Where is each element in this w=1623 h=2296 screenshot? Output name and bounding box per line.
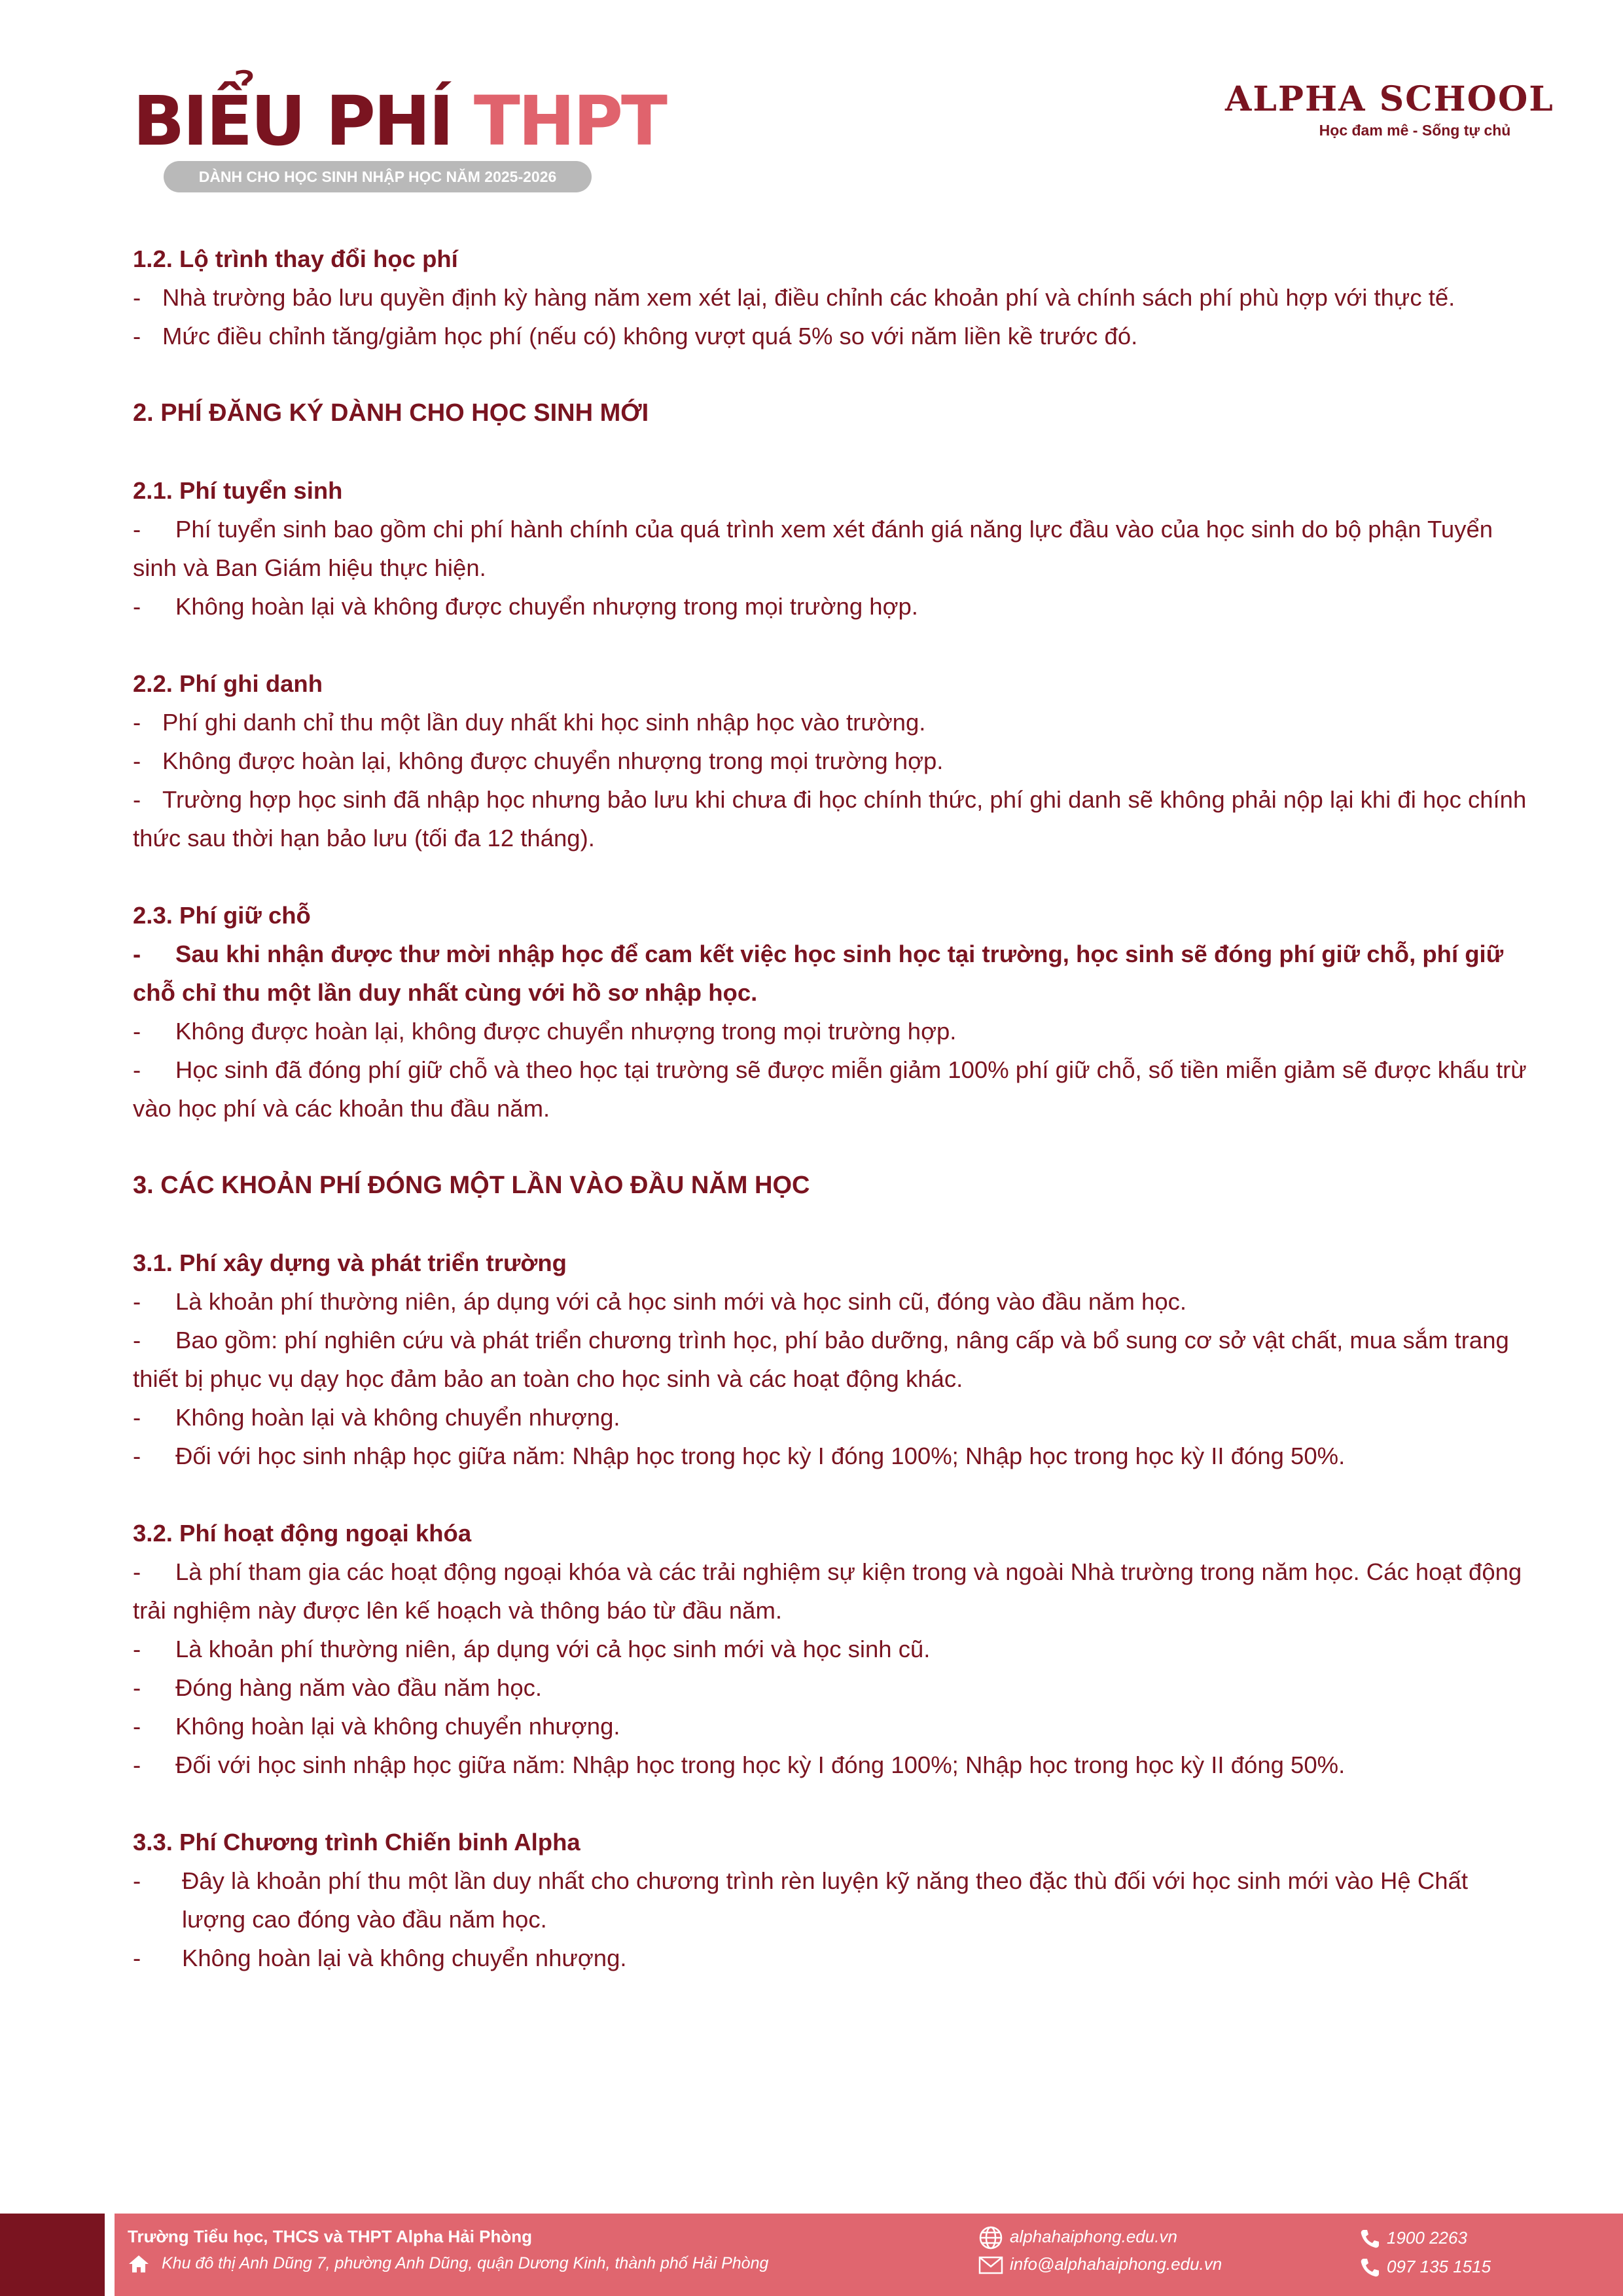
- bullet-dash: -: [133, 284, 141, 311]
- footer-phone-1[interactable]: [1359, 2228, 1467, 2250]
- bullet-dash: -: [133, 1674, 141, 1701]
- section-3-2: [133, 1514, 1537, 1784]
- footer-phone-1-text[interactable]: 1900 2263: [1387, 2228, 1467, 2248]
- section-heading: 2. PHÍ ĐĂNG KÝ DÀNH CHO HỌC SINH MỚI: [133, 399, 649, 427]
- bullet-dash: -: [133, 323, 141, 350]
- footer-website-text[interactable]: alphahaiphong.edu.vn: [1010, 2226, 1177, 2246]
- bullet-item: - Đóng hàng năm vào đầu năm học.: [133, 1668, 1537, 1707]
- bullet-item: - Phí ghi danh chỉ thu một lần duy nhất khi học sinh nhập học vào trường.: [133, 703, 1537, 742]
- bullet-dash: -: [133, 1713, 141, 1740]
- section-2-3: [133, 896, 1537, 1128]
- section-3: [133, 1166, 1537, 1205]
- title-part-level: THPT: [473, 81, 666, 161]
- bullet-dash: -: [133, 593, 141, 620]
- bullet-dash: -: [133, 941, 141, 967]
- section-2-2: [133, 664, 1537, 857]
- bullet-dash: -: [133, 1404, 141, 1431]
- title-part-fee-schedule: BIỂU PHÍ: [133, 81, 452, 161]
- phone-icon: [1359, 2257, 1380, 2278]
- bullet-item: - Bao gồm: phí nghiên cứu và phát triển chương trình học, phí bảo dưỡng, nâng cấp và bổ sung cơ sở vật chất, mua sắm trang thiết bị phục vụ dạy học đảm bảo an toàn cho học sinh và các hoạt động khác.: [133, 1321, 1537, 1398]
- bullet-item: - Phí tuyển sinh bao gồm chi phí hành chính của quá trình xem xét đánh giá năng lực đầu vào của học sinh do bộ phận Tuyển sinh và Ban Giám hiệu thực hiện.: [133, 510, 1537, 587]
- bullet-dash: -: [133, 516, 141, 543]
- phone-icon: [1359, 2229, 1380, 2250]
- bullet-dash: -: [133, 786, 141, 813]
- section-heading: 3.2. Phí hoạt động ngoại khóa: [133, 1520, 472, 1547]
- bullet-item: - Là phí tham gia các hoạt động ngoại khóa và các trải nghiệm sự kiện trong và ngoài Nhà trường trong năm học. Các hoạt động trải nghiệm này được lên kế hoạch và thông báo từ đầu năm.: [133, 1552, 1537, 1630]
- section-heading: 2.3. Phí giữ chỗ: [133, 902, 311, 929]
- footer-accent-block: [0, 2214, 105, 2296]
- bullet-dash: -: [133, 1867, 141, 1894]
- bullet-item: - Nhà trường bảo lưu quyền định kỳ hàng năm xem xét lại, điều chỉnh các khoản phí và chính sách phí phù hợp với thực tế.: [133, 278, 1537, 317]
- footer-address: [128, 2254, 768, 2274]
- bullet-item: - Mức điều chỉnh tăng/giảm học phí (nếu có) không vượt quá 5% so với năm liền kề trước đó.: [133, 317, 1537, 355]
- page-footer: [0, 2214, 1623, 2296]
- bullet-item: - Đối với học sinh nhập học giữa năm: Nhập học trong học kỳ I đóng 100%; Nhập học trong học kỳ II đóng 50%.: [133, 1746, 1537, 1784]
- bullet-dash: -: [133, 1945, 141, 1971]
- bullet-item: - Là khoản phí thường niên, áp dụng với cả học sinh mới và học sinh cũ, đóng vào đầu năm học.: [133, 1282, 1537, 1321]
- bullet-item: - Trường hợp học sinh đã nhập học nhưng bảo lưu khi chưa đi học chính thức, phí ghi danh sẽ không phải nộp lại khi đi học chính thức sau thời hạn bảo lưu (tối đa 12 tháng).: [133, 780, 1537, 857]
- section-1-2: [133, 240, 1537, 355]
- logo-name: ALPHA SCHOOL: [1225, 79, 1554, 119]
- bullet-dash: -: [133, 709, 141, 736]
- footer-phone-2-text[interactable]: 097 135 1515: [1387, 2257, 1491, 2276]
- bullet-dash: -: [133, 1327, 141, 1354]
- bullet-item: - Không được hoàn lại, không được chuyển nhượng trong mọi trường hợp.: [133, 742, 1537, 780]
- section-heading: 1.2. Lộ trình thay đổi học phí: [133, 245, 458, 272]
- footer-email-text[interactable]: info@alphahaiphong.edu.vn: [1010, 2254, 1222, 2274]
- bullet-item: - Không hoàn lại và không chuyển nhượng.: [133, 1939, 1537, 1977]
- bullet-dash: -: [133, 1056, 141, 1083]
- footer-bar: [115, 2214, 1623, 2296]
- section-3-1: [133, 1244, 1537, 1475]
- bullet-dash: -: [133, 1636, 141, 1662]
- bullet-dash: -: [133, 747, 141, 774]
- home-icon: [128, 2254, 150, 2274]
- bullet-item: - Sau khi nhận được thư mời nhập học để cam kết việc học sinh học tại trường, học sinh sẽ đóng phí giữ chỗ, phí giữ chỗ chỉ thu một lần duy nhất cùng với hồ sơ nhập học.: [133, 935, 1537, 1012]
- section-2: [133, 394, 1537, 433]
- bullet-item: - Đây là khoản phí thu một lần duy nhất cho chương trình rèn luyện kỹ năng theo đặc thù đối với học sinh mới vào Hệ Chất lượng cao đóng vào đầu năm học.: [133, 1861, 1537, 1939]
- document-body: [133, 240, 1537, 2016]
- bullet-item: - Không hoàn lại và không chuyển nhượng.: [133, 1398, 1537, 1437]
- mail-icon: [978, 2256, 1003, 2274]
- page-title: [133, 79, 666, 164]
- bullet-item: - Học sinh đã đóng phí giữ chỗ và theo học tại trường sẽ được miễn giảm 100% phí giữ chỗ, số tiền miễn giảm sẽ được khấu trừ vào học phí và các khoản thu đầu năm.: [133, 1050, 1537, 1128]
- bullet-item: - Là khoản phí thường niên, áp dụng với cả học sinh mới và học sinh cũ.: [133, 1630, 1537, 1668]
- bullet-dash: -: [133, 1751, 141, 1778]
- footer-school-name: Trường Tiểu học, THCS và THPT Alpha Hải Phòng: [128, 2227, 533, 2246]
- subtitle-badge: DÀNH CHO HỌC SINH NHẬP HỌC NĂM 2025-2026: [164, 161, 592, 192]
- section-heading: 3.1. Phí xây dựng và phát triển trường: [133, 1249, 567, 1276]
- bullet-item: - Đối với học sinh nhập học giữa năm: Nhập học trong học kỳ I đóng 100%; Nhập học trong học kỳ II đóng 50%.: [133, 1437, 1537, 1475]
- bullet-item: - Không được hoàn lại, không được chuyển nhượng trong mọi trường hợp.: [133, 1012, 1537, 1050]
- footer-website[interactable]: [978, 2225, 1177, 2250]
- bullet-dash: -: [133, 1558, 141, 1585]
- section-3-3: [133, 1823, 1537, 1977]
- bullet-item: - Không hoàn lại và không được chuyển nhượng trong mọi trường hợp.: [133, 587, 1537, 626]
- section-heading: 3.3. Phí Chương trình Chiến binh Alpha: [133, 1829, 580, 1856]
- globe-icon: [978, 2225, 1003, 2250]
- section-2-1: [133, 471, 1537, 626]
- footer-address-text: Khu đô thị Anh Dũng 7, phường Anh Dũng, quận Dương Kinh, thành phố Hải Phòng: [162, 2254, 769, 2272]
- bullet-dash: -: [133, 1443, 141, 1469]
- section-heading: 2.1. Phí tuyển sinh: [133, 477, 343, 504]
- bullet-item: - Không hoàn lại và không chuyển nhượng.: [133, 1707, 1537, 1746]
- bullet-dash: -: [133, 1018, 141, 1045]
- school-logo: [1225, 79, 1552, 140]
- footer-email[interactable]: [978, 2254, 1222, 2274]
- footer-phone-2[interactable]: [1359, 2257, 1491, 2278]
- section-heading: 2.2. Phí ghi danh: [133, 670, 323, 697]
- section-heading: 3. CÁC KHOẢN PHÍ ĐÓNG MỘT LẦN VÀO ĐẦU NĂM HỌC: [133, 1172, 810, 1199]
- logo-tagline: Học đam mê - Sống tự chủ: [1319, 122, 1511, 139]
- bullet-dash: -: [133, 1288, 141, 1315]
